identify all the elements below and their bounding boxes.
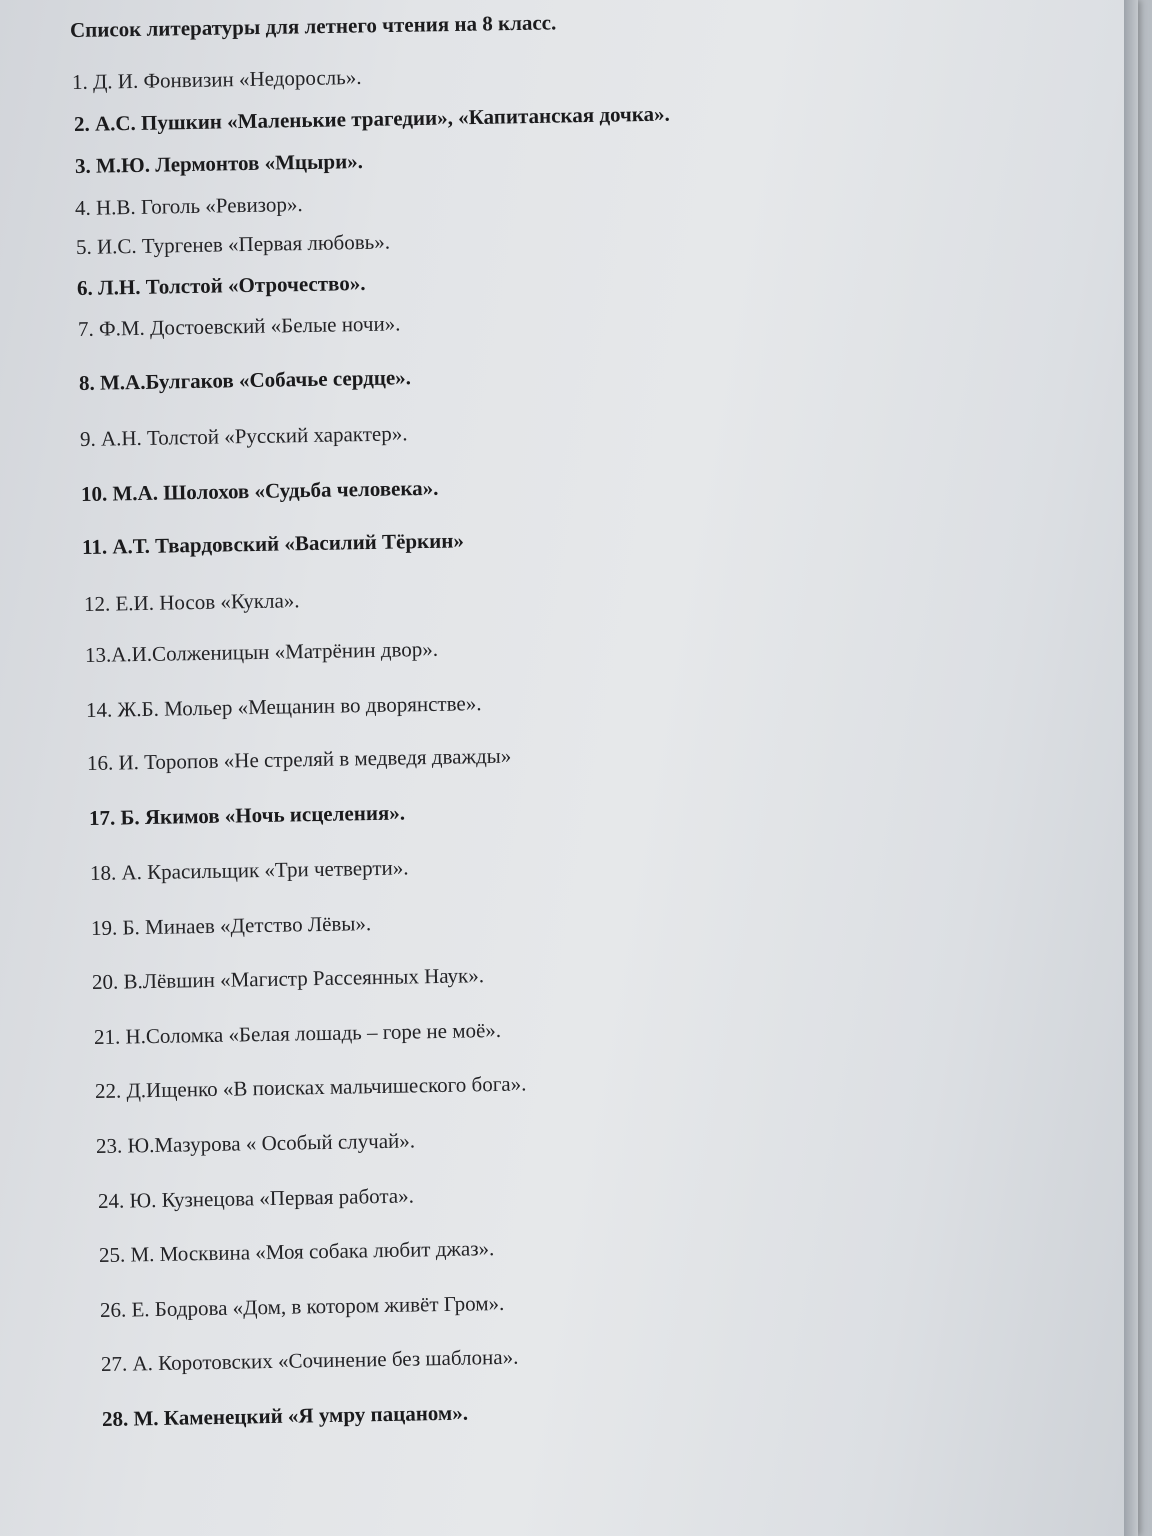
list-item: 13.А.И.Солженицын «Матрёнин двор». — [84, 636, 439, 667]
list-item: 23. Ю.Мазурова « Особый случай». — [95, 1128, 416, 1158]
list-item: 19. Б. Минаев «Детство Лёвы». — [90, 911, 372, 940]
list-item: 24. Ю. Кузнецова «Первая работа». — [97, 1183, 415, 1213]
list-item: 8. М.А.Булгаков «Собачье сердце». — [78, 365, 412, 395]
list-item: 9. А.Н. Толстой «Русский характер». — [79, 421, 408, 451]
list-item: 16. И. Торопов «Не стреляй в медведя дважды» — [86, 743, 512, 775]
list-item: 12. Е.И. Носов «Кукла». — [83, 588, 300, 616]
list-item: 22. Д.Ищенко «В поисках мальчишеского бога». — [94, 1071, 527, 1103]
list-item: 28. М. Каменецкий «Я умру пацаном». — [101, 1400, 469, 1431]
list-item: 11. А.Т. Твардовский «Василий Тёркин» — [81, 528, 465, 559]
list-item: 27. А. Коротовских «Сочинение без шаблона». — [100, 1344, 519, 1376]
list-item: 20. В.Лёвшин «Магистр Рассеянных Наук». — [91, 963, 485, 994]
list-item: 14. Ж.Б. Мольер «Мещанин во дворянстве». — [85, 691, 482, 722]
list-item: 17. Б. Якимов «Ночь исцеления». — [88, 800, 406, 830]
list-item: 7. Ф.М. Достоевский «Белые ночи». — [77, 311, 401, 341]
list-item: 26. Е. Бодрова «Дом, в котором живёт Гром». — [99, 1290, 505, 1322]
list-item: 10. М.А. Шолохов «Судьба человека». — [80, 475, 439, 506]
list-item: 18. А. Красильщик «Три четверти». — [89, 855, 409, 885]
paper-edge-shadow — [1124, 0, 1138, 1536]
list-item: 6. Л.Н. Толстой «Отрочество». — [76, 270, 366, 300]
list-item: 2. А.С. Пушкин «Маленькие трагедии», «Капитанская дочка». — [73, 101, 670, 136]
list-item: 25. М. Москвина «Моя собака любит джаз». — [98, 1236, 495, 1267]
document-title: Список литературы для летнего чтения на 8 класс. — [69, 10, 557, 42]
list-item: 5. И.С. Тургенев «Первая любовь». — [75, 229, 391, 259]
list-item: 4. Н.В. Гоголь «Ревизор». — [74, 192, 303, 220]
list-item: 1. Д. И. Фонвизин «Недоросль». — [71, 64, 362, 94]
list-item: 21. Н.Соломка «Белая лошадь – горе не моё». — [93, 1017, 502, 1049]
list-item: 3. М.Ю. Лермонтов «Мцыри». — [74, 148, 364, 178]
